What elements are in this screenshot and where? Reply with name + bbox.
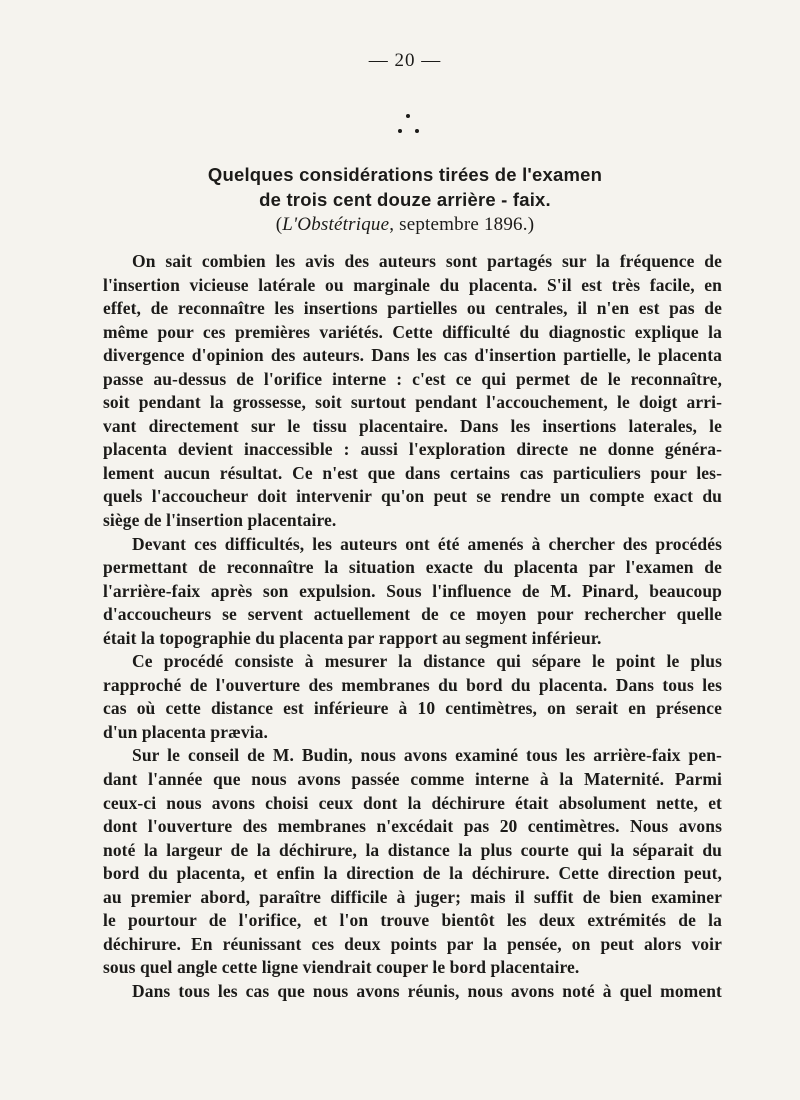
- text-line: au premier abord, paraître difficile à juger; mais il suffit de bien examiner: [103, 886, 722, 907]
- text-line: Ce procédé consiste à mesurer la distance qui sépare le point le plus: [132, 651, 722, 672]
- text-line: l'arrière-faix après son expulsion. Sous l'influence de M. Pinard, beaucoup: [103, 580, 722, 601]
- text-line: le pourtour de l'orifice, et l'on trouve bientôt les deux extrémités de la: [103, 910, 722, 931]
- text-line: siège de l'insertion placentaire.: [103, 510, 337, 531]
- text-line: dont l'ouverture des membranes n'excédait pas 20 centimètres. Nous avons: [103, 816, 722, 837]
- paragraph: [103, 744, 722, 979]
- text-line: ceux-ci nous avons choisi ceux dont la déchirure était absolument nette, et: [103, 792, 722, 813]
- text-line: l'insertion vicieuse latérale ou marginale du placenta. S'il est très facile, en: [103, 274, 722, 295]
- text-line: placenta devient inaccessible : aussi l'exploration directe ne donne généra-: [103, 439, 722, 460]
- asterism-ornament: [394, 112, 424, 140]
- paragraph: [103, 533, 722, 651]
- text-line: Devant ces difficultés, les auteurs ont été amenés à chercher des procédés: [132, 533, 722, 554]
- text-line: cas où cette distance est inférieure à 10 centimètres, on serait en présence: [103, 698, 722, 719]
- page-number: — 20 —: [368, 50, 442, 71]
- text-line: soit pendant la grossesse, soit surtout pendant l'accouchement, le doigt arri-: [103, 392, 722, 413]
- paragraph: [103, 980, 722, 1004]
- text-line: Sur le conseil de M. Budin, nous avons examiné tous les arrière-faix pen-: [132, 745, 722, 766]
- text-line: déchirure. En réunissant ces deux points par la pensée, on peut alors voir: [103, 933, 722, 954]
- body-text: [103, 250, 722, 1004]
- text-line: d'accoucheurs se servent actuellement de ce moyen pour rechercher quelle: [103, 604, 722, 625]
- text-line: rapproché de l'ouverture des membranes du bord du placenta. Dans tous les: [103, 674, 722, 695]
- text-line: dant l'année que nous avons passée comme interne à la Maternité. Parmi: [103, 769, 722, 790]
- heading-line-2: de trois cent douze arrière - faix.: [259, 189, 551, 210]
- text-line: vant directement sur le tissu placentaire. Dans les insertions laterales, le: [103, 415, 722, 436]
- text-line: était la topographie du placenta par rapport au segment inférieur.: [103, 627, 602, 648]
- source-open-paren: (: [275, 214, 283, 235]
- heading-source: [100, 212, 710, 237]
- source-journal: L'Obstétrique: [282, 214, 390, 235]
- text-line: passe au-dessus de l'orifice interne : c'est ce qui permet de le reconnaître,: [103, 368, 722, 389]
- heading-line-1: Quelques considérations tirées de l'examen: [207, 164, 603, 185]
- text-line: lement aucun résultat. Ce n'est que dans certains cas particuliers pour les-: [103, 462, 722, 483]
- source-date: , septembre 1896.): [389, 214, 535, 235]
- text-line: quels l'accoucheur doit intervenir qu'on peut se rendre un compte exact du: [103, 486, 722, 507]
- text-line: même pour ces premières variétés. Cette difficulté du diagnostic explique la: [103, 321, 722, 342]
- text-line: On sait combien les avis des auteurs sont partagés sur la fréquence de: [132, 251, 722, 271]
- text-line: bord du placenta, et enfin la direction de la déchirure. Cette direction peut,: [103, 863, 722, 884]
- text-line: d'un placenta prævia.: [103, 721, 268, 742]
- paragraph: [103, 250, 722, 533]
- text-line: noté la largeur de la déchirure, la distance la plus courte qui la séparait du: [103, 839, 722, 860]
- text-line: sous quel angle cette ligne viendrait couper le bord placentaire.: [103, 957, 580, 978]
- text-line: Dans tous les cas que nous avons réunis, nous avons noté à quel moment: [132, 980, 722, 1001]
- text-line: divergence d'opinion des auteurs. Dans les cas d'insertion partielle, le placenta: [103, 345, 722, 366]
- section-heading: [100, 162, 710, 237]
- text-line: permettant de reconnaître la situation exacte du placenta par l'examen de: [103, 557, 722, 578]
- text-line: effet, de reconnaître les insertions partielles ou centrales, il n'en est pas de: [103, 298, 722, 319]
- paragraph: [103, 650, 722, 744]
